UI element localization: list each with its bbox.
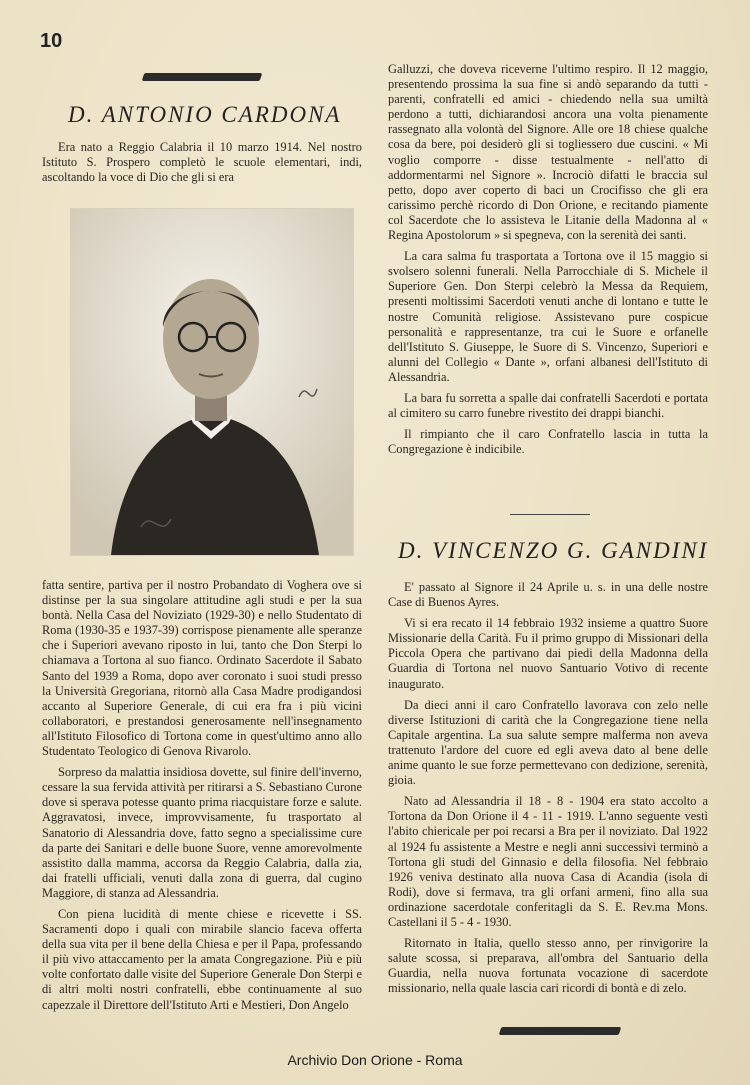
paragraph: Il rimpianto che il caro Confratello lascia in tutta la Congregazione è indicibile. [388, 427, 708, 457]
paragraph: Sorpreso da malattia insidiosa dovette, sul finire dell'inverno, cessare la sua fervida attività per ritirarsi a S. Sebastiano Curone dove si sperava potesse quanto prima riacquistare forze e salute. Aggravatosi, invece, improvvisamente, fu trasportato al Sanatorio di Alessandria dove, fatto segno a specialissime cure da parte dei Sanitari e delle buone Suore, venne amorevolmente assistito dalla mamma, accorsa da Reggio Calabria, dalla zia, dai fratelli ufficiali, venuti dalla zona di guerra, dal cugino Maggiore, di stanza ad Alessandria. [42, 765, 363, 900]
paragraph: Da dieci anni il caro Confratello lavorava con zelo nelle diverse Istituzioni di carità che la Congregazione tiene nella Capitale argentina. La sua salute sempre malferma non aveva trattenuto l'ardore del cuore ed egli aveva dato al bene delle anime quanto le sue forze permettevano con dedizione, serenità, gioia. [388, 697, 708, 788]
portrait-photo [70, 208, 354, 556]
paragraph: Era nato a Reggio Calabria il 10 marzo 1914. Nel nostro Istituto S. Prospero completò le scuole elementari, indi, ascoltando la voce di Dio che gli si era [42, 140, 362, 185]
separator [510, 514, 590, 515]
paragraph: La cara salma fu trasportata a Tortona ove il 15 maggio si svolsero solenni funerali. Nella Parrocchiale di S. Michele il Superiore Gen. Don Sterpi celebrò la Messa da Requiem, presenti moltissimi Sacerdoti venuti anche di lontano e tutte le nostre Comunità religiose. Assistevano pure cospicue personalità e rappresentanze, tra cui le Suore e orfanelle dell'Istituto S. Giuseppe, le Suore di S. Vincenzo, Superiori e alunni del Collegio « Dante », orfani albanesi dell'Istituto di Alessandria. [388, 249, 708, 384]
decorative-rule [499, 1027, 622, 1035]
article-title: D. ANTONIO CARDONA [68, 102, 342, 127]
left-column [42, 578, 362, 1019]
page-number: 10 [40, 30, 63, 52]
paragraph: Nato ad Alessandria il 18 - 8 - 1904 era stato accolto a Tortona da Don Orione il 4 - 11 - 1919. L'anno seguente vestì l'abito chiericale per poi recarsi a Bra per il noviziato. Dal 1922 al 1924 fu assistente a Mestre e negli anni successivi terminò a Tortona gli studi del Ginnasio e della filosofia. Nel febbraio 1926 veniva destinato alla nuova Casa di Acandia (isola di Rodi), dove si fermava, tra gli orfani armeni, fino alla sua ordinazione sacerdotale conferitagli da S. E. Rev.ma Mons. Castellani il 5 - 4 - 1930. [388, 794, 708, 929]
article-intro [42, 140, 362, 191]
paragraph: Con piena lucidità di mente chiese e ricevette i SS. Sacramenti dopo i quali con mirabile slancio faceva offerta della sua vita per il bene della Chiesa e per il Papa, professando il più vivo attaccamento per la amata Congregazione. Più e più volte confortato dalle visite del Superiore Generale Don Sterpi e di altri molti nostri confratelli, ebbe continuamente al suo capezzale il Direttore dell'Istituto Arti e Mestieri, Don Angelo [42, 906, 362, 1012]
paragraph: Vi si era recato il 14 febbraio 1932 insieme a quattro Suore Missionarie della Carità. Fu il primo gruppo di Missionari della Piccola Opera che partivano dai piedi della Madonna della Guardia di Tortona nel nuovo Santuario Votivo di recente inaugurato. [388, 616, 708, 691]
decorative-rule [142, 73, 263, 81]
article-title: D. VINCENZO G. GANDINI [398, 538, 709, 563]
paragraph: E' passato al Signore il 24 Aprile u. s. in una delle nostre Case di Buenos Ayres. [388, 580, 708, 610]
right-column-bottom [388, 580, 708, 1002]
paragraph: fatta sentire, partiva per il nostro Probandato di Voghera ove si distinse per la sua singolare attitudine agli studi e per la sua bontà. Nella Casa del Noviziato (1929-30) e nello Studentato di Roma (1930-35 e 1937-39) corrispose pienamente alle speranze che i Superiori avevano riposto in lui, tanto che Don Sterpi lo chiamava a Tortona al suo fianco. Ordinato Sacerdote il Sabato Santo del 1939 a Roma, dopo aver coronato i suoi studi presso la Università Gregoriana, ritornò alla Casa Madre prodigandosi accanto al Superiore Generale, di cui era fra i più vicini collaboratori, e prestandosi generosamente nell'insegnamento all'Istituto Filosofico di Tortona come in quest'ultimo anno allo Studentato Teologico di Genova Rivarolo. [42, 578, 362, 759]
right-column-top [388, 62, 708, 463]
archive-footer: Archivio Don Orione - Roma [287, 1052, 463, 1068]
portrait-image [71, 209, 353, 555]
paragraph: La bara fu sorretta a spalle dai confratelli Sacerdoti e portata al cimitero su carro funebre rivestito dei drappi bianchi. [388, 390, 708, 421]
paragraph: Galluzzi, che doveva riceverne l'ultimo respiro. Il 12 maggio, presentendo prossima la sua fine si andò separando da tutti - parenti, confratelli ed amici - chiedendo nella sua umiltà perdono a tutti, dichiarandosi ancora una volta pienamente rassegnato alla volontà del Signore. Alle ore 18 chiese qualche cosa da bere, poi desiderò gli si togliessero due cuscini. « Mi voglio comporre - disse testualmente - nell'atto di addormentarmi nel Signore ». Incrociò difatti le braccia sul petto, dopo aver coperto di baci un Crocifisso che gli era carissimo perchè ricordo di Don Orione, e recitando piamente col Sacerdote che lo assisteva le Litanie della Madonna al « Regina Apostolorum » si spegneva, con la serenità dei santi. [388, 62, 708, 243]
paragraph: Ritornato in Italia, quello stesso anno, per rinvigorire la salute scossa, si preparava, all'ombra del Santuario della Guardia, nella nuova fortunata vocazione di sacerdote missionario, nella quale lascia cari ricordi di bontà e di zelo. [388, 936, 708, 996]
